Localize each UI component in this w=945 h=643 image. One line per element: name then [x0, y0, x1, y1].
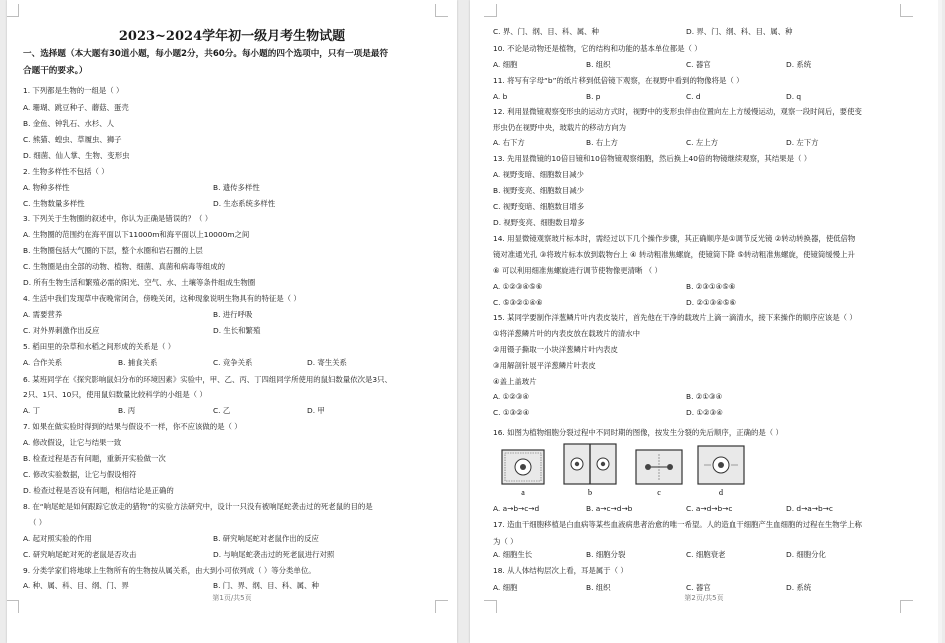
question-line: A. 珊瑚、跳豆种子、蘑菇、蛋壳 [23, 103, 129, 112]
question-line: 7. 如果在做实验时得到的结果与假设不一样，你不应该做的是（ ） [23, 422, 242, 431]
answer-option: C. d [686, 92, 701, 101]
question-line: 形虫仍在视野中央，玻载片的移动方向为 [493, 123, 627, 132]
question-line: A. 丁 [23, 406, 41, 415]
question-line: 镜对准通光孔 ③将玻片标本放到载物台上 ④ 转动粗准焦螺旋，使镜筒下降 ⑤转动粗准焦螺旋，使镜筒缓慢上升 [493, 250, 855, 259]
answer-option: B. 丙 [118, 406, 136, 415]
answer-option: D. 细胞分化 [786, 550, 826, 559]
question-line: B. 金鱼、钟乳石、水杉、人 [23, 119, 115, 128]
answer-option: D. 生长和繁殖 [213, 326, 261, 335]
answer-option: B. 进行呼吸 [213, 310, 253, 319]
question-line: C. 对外界刺激作出反应 [23, 326, 100, 335]
question-line: 1. 下列都是生物的一组是（ ） [23, 86, 124, 95]
question-line: 18. 从人体结构层次上看，耳是属于（ ） [493, 566, 628, 575]
question-line: 15. 某同学要制作洋葱鳞片叶内表皮装片，首先他在干净的载玻片上滴一滴清水，接下来操作的顺序应该是（ ） [493, 313, 857, 322]
question-line: C. 熊猫、蝗虫、草履虫、狮子 [23, 135, 122, 144]
question-line: C. 界、门、纲、目、科、属、种 [493, 27, 599, 36]
answer-option: B. ②③①④⑤⑥ [686, 282, 736, 291]
question-line: 5. 稻田里的杂草和水稻之间形成的关系是（ ） [23, 342, 176, 351]
question-line: A. ①②③④ [493, 392, 530, 401]
answer-option: B. 右上方 [586, 138, 618, 147]
answer-option: D. d→a→b→c [786, 504, 833, 513]
page-1 [7, 0, 457, 643]
corner-mark [484, 4, 497, 17]
section-heading-cont: 合题干的要求。） [23, 66, 88, 76]
answer-option: C. 乙 [213, 406, 231, 415]
answer-option: D. ②①③④⑤⑥ [686, 298, 737, 307]
question-line: C. ⑤③②①④⑥ [493, 298, 543, 307]
question-line: D. 所有生物生活和繁殖必需的阳光、空气、水、土壤等条件组成生物圈 [23, 278, 256, 287]
question-line: A. 右下方 [493, 138, 525, 147]
figure-label-b: b [588, 488, 592, 497]
cell-division-figure [498, 440, 748, 498]
question-line: ③用解剖针展平洋葱鳞片叶表皮 [493, 361, 596, 370]
question-line: 9. 分类学家们将地球上生物所有的生物按从属关系，由大到小可依列成（ ）等分类单位。 [23, 566, 316, 575]
question-line: 为（ ） [493, 537, 518, 546]
question-line: A. 合作关系 [23, 358, 63, 367]
answer-option: D. 左下方 [786, 138, 819, 147]
question-line: C. 视野变暗、细胞数目增多 [493, 202, 585, 211]
question-line: A. 起对照实验的作用 [23, 534, 92, 543]
figure-label-d: d [719, 488, 723, 497]
question-line: 17. 造血干细胞移植是白血病等某些血液病患者治愈的唯一希望。人的造血干细胞产生血细胞的过程在生物学上称 [493, 520, 862, 529]
page-2 [470, 0, 938, 643]
question-line: A. 细胞生长 [493, 550, 533, 559]
answer-option: C. 细胞衰老 [686, 550, 726, 559]
question-line: A. 细胞 [493, 583, 518, 592]
answer-option: B. 捕食关系 [118, 358, 158, 367]
answer-option: C. 左上方 [686, 138, 719, 147]
question-line: A. 修改假设，让它与结果一致 [23, 438, 122, 447]
answer-option: B. 组织 [586, 583, 611, 592]
answer-option: B. a→c→d→b [586, 504, 633, 513]
question-line: C. ①③②④ [493, 408, 530, 417]
question-line: 4. 生活中我们发现草中夜晚常闭合，傍晚关闭，这种现象说明生物具有的特征是（ ） [23, 294, 301, 303]
answer-option: D. 甲 [307, 406, 325, 415]
question-line: ④盖上盖玻片 [493, 377, 537, 386]
question-line: 2. 生物多样性不包括（ ） [23, 167, 109, 176]
question-line: 8. 在“响尾蛇是如何跟踪它放走的猎物”的实验方法研究中，设计一只没有被响尾蛇袭击过的死老鼠的目的是 [23, 502, 373, 511]
question-line: 3. 下列关于生物圈的叙述中，你认为正确是错误的？（ ） [23, 214, 213, 223]
page-footer: 第2页/共5页 [684, 594, 724, 602]
answer-option: D. 与响尾蛇袭击过的死老鼠进行对照 [213, 550, 335, 559]
cell-a [502, 450, 544, 484]
question-line: A. b [493, 92, 508, 101]
question-line: 6. 某班同学在《探究影响鼠妇分布的环境因素》实验中，甲、乙、丙、丁四组同学所使用的鼠妇数量依次是3只、 [23, 375, 392, 384]
question-line: A. 细胞 [493, 60, 518, 69]
question-line: ②用镊子撕取一小块洋葱鳞片叶内表皮 [493, 345, 618, 354]
question-line: D. 视野变亮、细胞数目增多 [493, 218, 585, 227]
answer-option: D. q [786, 92, 802, 101]
corner-mark [7, 4, 19, 17]
answer-option: D. 系统 [786, 60, 812, 69]
corner-mark [900, 4, 913, 17]
question-line: 11. 将写有字母“b”的纸片移到低倍镜下观察，在视野中看到的物像将是（ ） [493, 76, 744, 85]
question-line: A. 视野变暗、细胞数目减少 [493, 170, 584, 179]
question-line: 16. 如图为植物细胞分裂过程中不同时期的图像，按发生分裂的先后顺序，正确的是（ ） [493, 428, 783, 437]
figure-label-c: c [657, 488, 661, 497]
question-line: D. 细菌、仙人掌、生物、变形虫 [23, 151, 130, 160]
question-line: A. 需要营养 [23, 310, 63, 319]
answer-option: C. 器官 [686, 60, 711, 69]
answer-option: D. 生态系统多样性 [213, 199, 276, 208]
question-line: 10. 不论是动物还是植物，它的结构和功能的基本单位都是（ ） [493, 44, 702, 53]
question-line: A. a→b→c→d [493, 504, 540, 513]
question-line: C. 生物数量多样性 [23, 199, 85, 208]
question-line: C. 研究响尾蛇对死的老鼠是否攻击 [23, 550, 137, 559]
question-line: A. ①②③④⑤⑥ [493, 282, 543, 291]
answer-option: B. 研究响尾蛇对老鼠作出的反应 [213, 534, 319, 543]
corner-mark [435, 4, 448, 17]
answer-option: B. p [586, 92, 601, 101]
answer-option: B. ②①③④ [686, 392, 723, 401]
question-line: A. 种、属、科、目、纲、门、界 [23, 581, 129, 590]
question-line: C. 修改实验数据，让它与假设相符 [23, 470, 137, 479]
question-line: 2只、1只、10只，使用鼠妇数量比较科学的小组是（ ） [23, 390, 207, 399]
cell-b [564, 444, 616, 484]
question-line: ⑥ 可以利用细准焦螺旋进行调节使物像更清晰 （ ） [493, 266, 662, 275]
answer-option: C. 竞争关系 [213, 358, 253, 367]
question-line: ①将洋葱鳞片叶的内表皮放在载玻片的清水中 [493, 329, 641, 338]
question-line: 14. 用显微镜观察玻片标本时，需经过以下几个操作步骤，其正确顺序是①调节反光镜 ②转动转换器，使低倍物 [493, 234, 856, 243]
answer-option: B. 组织 [586, 60, 611, 69]
cell-d [698, 446, 744, 484]
question-line: B. 生物圈包括大气圈的下层，整个水圈和岩石圈的上层 [23, 246, 203, 255]
question-line: （ ） [29, 518, 47, 527]
answer-option: D. 界、门、纲、科、目、属、种 [686, 27, 793, 36]
question-line: B. 检查过程是否有问题，重新开实验做一次 [23, 454, 166, 463]
answer-option: B. 遗传多样性 [213, 183, 260, 192]
answer-option: D. 系统 [786, 583, 812, 592]
question-line: 12. 利用显微镜观察变形虫的运动方式时，视野中的变形虫伴由位置向左上方缓慢运动，观察一段时间后，要使变 [493, 107, 862, 116]
question-line: C. 生物圈是由全部的动物、植物、细菌、真菌和病毒等组成的 [23, 262, 226, 271]
question-line: A. 生物圈的范围约在海平面以下11000m和海平面以上10000m之间 [23, 230, 250, 239]
answer-option: B. 细胞分裂 [586, 550, 626, 559]
question-line: D. 检查过程是否设有问题，相信结论是正确的 [23, 486, 174, 495]
page-title: 2023~2024学年初一级月考生物试题 [118, 29, 346, 44]
answer-option: D. 寄生关系 [307, 358, 347, 367]
question-line: A. 物种多样性 [23, 183, 70, 192]
question-line: 13. 先用显微镜的10倍目镜和10倍物镜观察细胞，然后换上40倍的物镜继续观察，其结果是（ ） [493, 154, 812, 163]
cell-c [636, 450, 682, 484]
figure-label-a: a [521, 488, 525, 497]
answer-option: D. ①②③④ [686, 408, 723, 417]
question-line: B. 视野变亮、细胞数目减少 [493, 186, 585, 195]
page-footer: 第1页/共5页 [212, 594, 252, 602]
section-heading: 一、选择题（本大题有30道小题，每小题2分，共60分。每小题的四个选项中，只有一项是最符 [23, 49, 389, 59]
answer-option: C. a→d→b→c [686, 504, 733, 513]
window-scrollbar[interactable] [938, 0, 942, 643]
answer-option: C. 器官 [686, 583, 711, 592]
answer-option: B. 门、界、纲、目、科、属、种 [213, 581, 319, 590]
